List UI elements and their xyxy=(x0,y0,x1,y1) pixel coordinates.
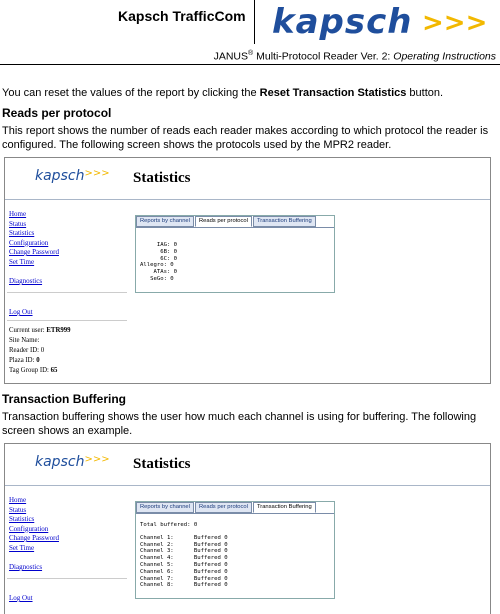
tab-transaction-buffering[interactable]: Transaction Buffering xyxy=(253,216,316,227)
nav-home-link[interactable]: Home xyxy=(9,496,27,504)
tag-group-row xyxy=(9,366,71,376)
reads-per-protocol-body: This report shows the number of reads each reader makes according to which protocol the reader is configured. The following screen shows the protocols used by the MPR2 reader. xyxy=(2,125,489,151)
tab-reports-by-channel[interactable]: Reports by channel xyxy=(136,216,194,227)
screenshot-header xyxy=(5,158,490,200)
header-divider xyxy=(254,0,255,44)
reset-button-reference: Reset Transaction Statistics xyxy=(259,87,407,99)
statistics-screenshot-protocol xyxy=(4,157,491,384)
intro-text-end: button. xyxy=(406,87,444,99)
nav-configuration-link[interactable]: Configuration xyxy=(9,524,49,533)
plaza-id-value: 0 xyxy=(36,357,40,364)
reader-id-label: Reader ID: xyxy=(9,347,40,354)
nav-home-link[interactable]: Home xyxy=(9,210,27,218)
statistics-panel-protocol xyxy=(135,215,335,293)
tag-group-value: 65 xyxy=(50,367,58,374)
channel-row: Channel 5: Buffered 0 xyxy=(140,561,228,568)
protocol-row: ATAs: 0 xyxy=(140,269,178,276)
nav-set-time-link[interactable]: Set Time xyxy=(9,543,35,552)
plaza-id-row xyxy=(9,356,71,366)
plaza-id-label: Plaza ID: xyxy=(9,357,35,364)
reads-per-protocol-heading: Reads per protocol xyxy=(2,106,112,120)
nav-status-link[interactable]: Status xyxy=(9,505,27,514)
current-user-row xyxy=(9,326,71,336)
logo-wordmark: kapsch xyxy=(272,2,413,42)
nav-separator xyxy=(7,292,127,293)
session-info xyxy=(9,326,71,376)
tab-transaction-buffering[interactable]: Transaction Buffering xyxy=(253,502,316,513)
protocol-row: 6C: 0 xyxy=(140,255,178,262)
intro-paragraph xyxy=(2,86,498,100)
channel-row: Channel 8: Buffered 0 xyxy=(140,582,228,589)
tab-reports-by-channel[interactable]: Reports by channel xyxy=(136,502,194,513)
tab-reads-per-protocol[interactable]: Reads per protocol xyxy=(195,216,252,227)
protocol-row: Allegro: 0 xyxy=(140,262,174,269)
doc-title-main: Multi-Protocol Reader Ver. 2: xyxy=(253,50,394,63)
channel-row: Channel 1: Buffered 0 xyxy=(140,534,228,541)
tab-reads-per-protocol[interactable]: Reads per protocol xyxy=(195,502,252,513)
statistics-title: Statistics xyxy=(133,456,191,472)
protocol-row: SeGo: 0 xyxy=(140,275,174,282)
nav-set-time-link[interactable]: Set Time xyxy=(9,257,35,266)
screenshot-header xyxy=(5,444,490,486)
nav-statistics-link[interactable]: Statistics xyxy=(9,515,35,523)
tag-group-label: Tag Group ID: xyxy=(9,367,49,374)
screenshot-nav xyxy=(9,210,59,287)
channel-row: Channel 4: Buffered 0 xyxy=(140,555,228,562)
nav-diagnostics-link[interactable]: Diagnostics xyxy=(9,277,43,285)
document-title xyxy=(214,50,496,63)
current-user-value: ETR999 xyxy=(46,327,71,334)
protocol-row: IAG: 0 xyxy=(140,242,178,248)
header-rule xyxy=(0,64,500,65)
company-name: Kapsch TrafficCom xyxy=(118,8,246,24)
statistics-tabs xyxy=(136,216,334,227)
screenshot-logout xyxy=(9,308,33,318)
channel-row: Channel 7: Buffered 0 xyxy=(140,575,228,582)
transaction-buffering-body: Transaction buffering shows the user how much each channel is using for buffering. The following screen shows an example. xyxy=(2,411,477,437)
statistics-panel-buffering xyxy=(135,501,335,599)
nav-logout-link[interactable]: Log Out xyxy=(9,308,33,316)
screenshot-logo-chevrons-icon: >>> xyxy=(84,454,110,465)
screenshot-logo-chevrons-icon: >>> xyxy=(84,168,110,179)
screenshot-logo xyxy=(35,454,110,470)
current-user-label: Current user: xyxy=(9,327,47,334)
channel-row: Channel 6: Buffered 0 xyxy=(140,568,228,575)
screenshot-logo-text: kapsch xyxy=(35,454,85,470)
screenshot-nav xyxy=(9,496,59,573)
nav-diagnostics-link[interactable]: Diagnostics xyxy=(9,563,43,571)
reader-id-value: 0 xyxy=(40,347,45,354)
nav-separator xyxy=(7,578,127,579)
nav-status-link[interactable]: Status xyxy=(9,219,27,228)
nav-separator-2 xyxy=(7,320,127,321)
nav-logout-link[interactable]: Log Out xyxy=(9,594,33,602)
screenshot-logo-text: kapsch xyxy=(35,168,85,184)
nav-statistics-link[interactable]: Statistics xyxy=(9,229,35,237)
channel-row: Channel 3: Buffered 0 xyxy=(140,548,228,555)
protocol-list xyxy=(136,227,334,287)
statistics-title: Statistics xyxy=(133,170,191,186)
statistics-screenshot-buffering xyxy=(4,443,491,614)
site-name-row: Site Name: xyxy=(9,337,40,344)
nav-change-password-link[interactable]: Change Password xyxy=(9,534,59,542)
transaction-buffering-heading: Transaction Buffering xyxy=(2,392,127,406)
nav-configuration-link[interactable]: Configuration xyxy=(9,238,49,247)
statistics-tabs xyxy=(136,502,334,513)
doc-title-prefix: JANUS xyxy=(213,50,249,63)
protocol-row: 6B: 0 xyxy=(140,248,178,255)
screenshot-logout xyxy=(9,594,33,604)
intro-text: You can reset the values of the report by clicking the xyxy=(2,87,260,99)
channel-row: Channel 2: Buffered 0 xyxy=(140,541,228,548)
reader-id-row xyxy=(9,346,71,356)
kapsch-logo xyxy=(272,2,488,42)
screenshot-logo xyxy=(35,168,110,184)
doc-title-italic: Operating Instructions xyxy=(393,50,496,63)
logo-chevrons-icon: >>> xyxy=(422,8,488,38)
buffer-list xyxy=(136,513,334,593)
total-buffered: Total buffered: 0 xyxy=(140,522,198,528)
page-header xyxy=(0,0,500,70)
registered-mark: ® xyxy=(248,50,254,57)
nav-change-password-link[interactable]: Change Password xyxy=(9,248,59,256)
